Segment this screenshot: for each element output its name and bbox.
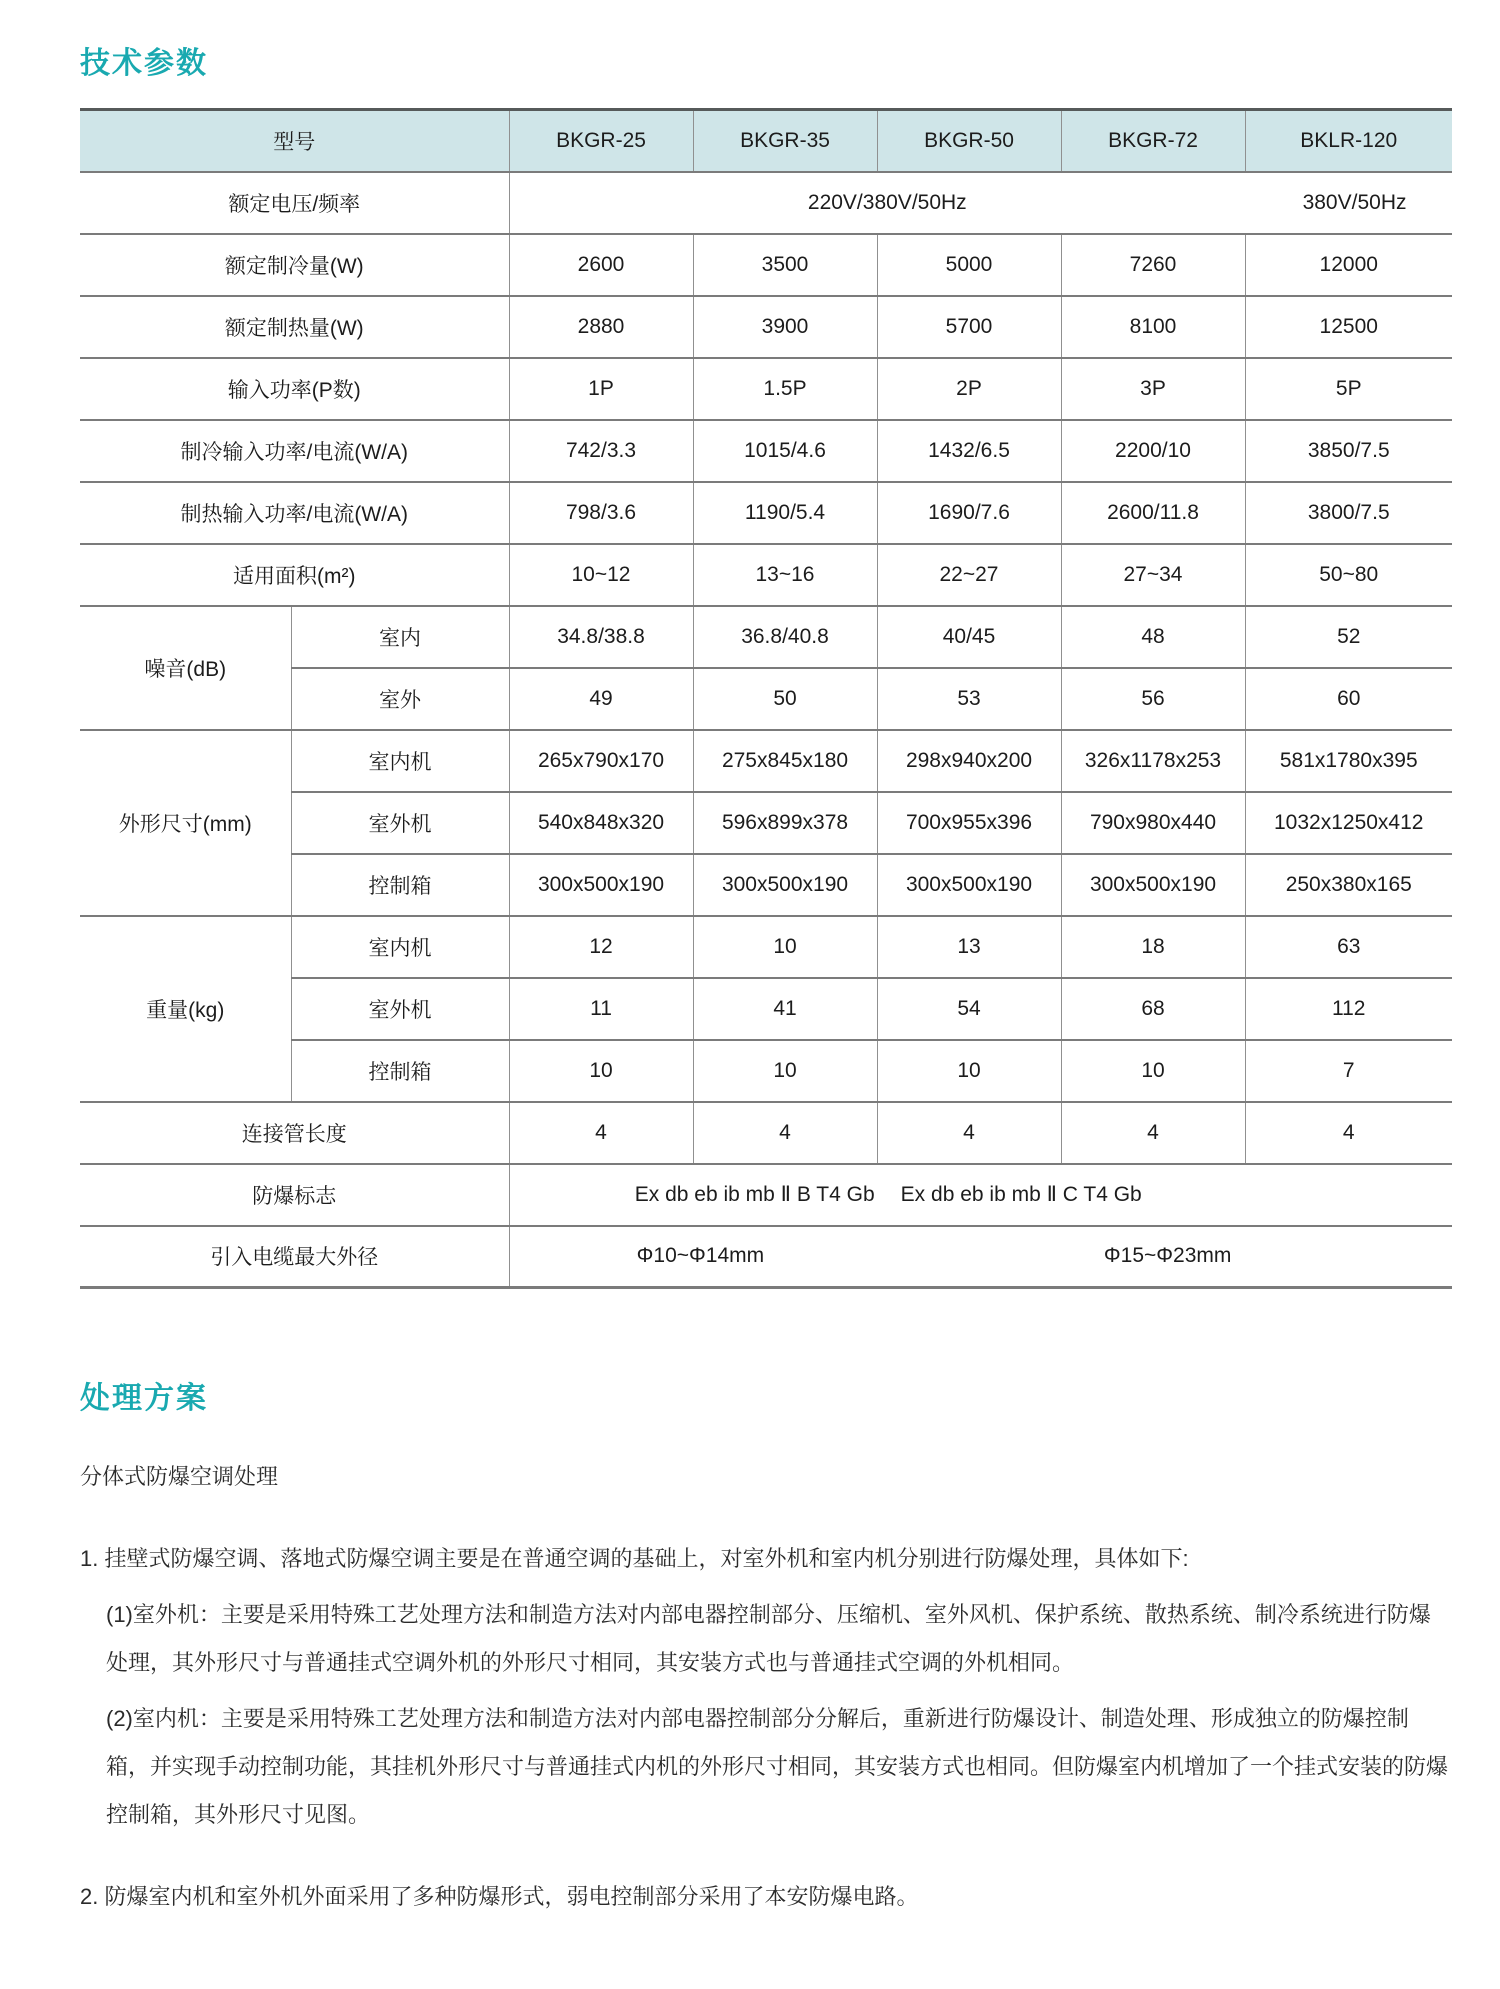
cell: 1015/4.6 [693, 420, 877, 482]
cell: 48 [1061, 606, 1245, 668]
cell: 742/3.3 [509, 420, 693, 482]
table-row [80, 482, 1452, 544]
cable-left-value: Φ10~Φ14mm [636, 1244, 765, 1268]
cell: 10 [509, 1040, 693, 1102]
cell: 60 [1245, 668, 1452, 730]
cell: 790x980x440 [1061, 792, 1245, 854]
model-name: BKGR-35 [693, 110, 877, 172]
cable-diameter-row [80, 1226, 1452, 1288]
spec-table [80, 108, 1452, 1289]
pipe-length-row [80, 1102, 1452, 1164]
cell: 4 [509, 1102, 693, 1164]
voltage-left-value: 220V/380V/50Hz [807, 190, 967, 214]
model-name: BKGR-25 [509, 110, 693, 172]
cell: 10 [693, 1040, 877, 1102]
cell: 300x500x190 [693, 854, 877, 916]
cell: 10 [693, 916, 877, 978]
treatment-subtitle: 分体式防爆空调处理 [80, 1464, 279, 1489]
cell: 265x790x170 [509, 730, 693, 792]
cell: 3900 [693, 296, 877, 358]
sub-label: 室外机 [291, 978, 509, 1040]
model-name: BKGR-50 [877, 110, 1061, 172]
cell: 2P [877, 358, 1061, 420]
ex-mark-row [80, 1164, 1452, 1226]
cell: 798/3.6 [509, 482, 693, 544]
cable-diameter-cell [509, 1226, 1452, 1288]
cell: 10 [1061, 1040, 1245, 1102]
sub-label: 室外机 [291, 792, 509, 854]
row-label: 重量(kg) [80, 916, 291, 1102]
cell: 2600 [509, 234, 693, 296]
cell: 52 [1245, 606, 1452, 668]
cell: 5700 [877, 296, 1061, 358]
sub-label: 室内 [291, 606, 509, 668]
cell: 275x845x180 [693, 730, 877, 792]
model-name: BKLR-120 [1245, 110, 1452, 172]
row-label: 适用面积(m²) [80, 544, 509, 606]
cell: 36.8/40.8 [693, 606, 877, 668]
dimensions-indoor-row [80, 730, 1452, 792]
voltage-row [80, 172, 1452, 234]
cell: 1190/5.4 [693, 482, 877, 544]
cell: 34.8/38.8 [509, 606, 693, 668]
cell: 540x848x320 [509, 792, 693, 854]
cell: 300x500x190 [1061, 854, 1245, 916]
cell: 596x899x378 [693, 792, 877, 854]
table-row [80, 544, 1452, 606]
cell: 68 [1061, 978, 1245, 1040]
sub-label: 控制箱 [291, 1040, 509, 1102]
sub-label: 室内机 [291, 916, 509, 978]
cell: 10 [877, 1040, 1061, 1102]
row-label: 外形尺寸(mm) [80, 730, 291, 916]
cell: 300x500x190 [877, 854, 1061, 916]
row-label: 连接管长度 [80, 1102, 509, 1164]
row-label: 噪音(dB) [80, 606, 291, 730]
cell: 250x380x165 [1245, 854, 1452, 916]
cell: 7 [1245, 1040, 1452, 1102]
noise-indoor-row [80, 606, 1452, 668]
cell: 7260 [1061, 234, 1245, 296]
cell: 13 [877, 916, 1061, 978]
cell: 18 [1061, 916, 1245, 978]
header-label: 型号 [80, 110, 509, 172]
cell: 12500 [1245, 296, 1452, 358]
table-row [80, 234, 1452, 296]
cell: 700x955x396 [877, 792, 1061, 854]
row-label: 额定制冷量(W) [80, 234, 509, 296]
cell: 2200/10 [1061, 420, 1245, 482]
model-header-row [80, 110, 1452, 172]
cell: 8100 [1061, 296, 1245, 358]
treatment-subitem-2: (2)室内机：主要是采用特殊工艺处理方法和制造方法对内部电器控制部分分解后，重新进行防爆设计、制造处理、形成独立的防爆控制箱，并实现手动控制功能，其挂机外形尺寸与普通挂式内机的外形尺寸相同，其安装方式也相同。但防爆室内机增加了一个挂式安装的防爆控制箱，其外形尺寸见图。 [106, 1706, 1449, 1827]
cell: 56 [1061, 668, 1245, 730]
cell: 63 [1245, 916, 1452, 978]
sub-label: 室外 [291, 668, 509, 730]
cell: 1P [509, 358, 693, 420]
cell: 3500 [693, 234, 877, 296]
cell: 53 [877, 668, 1061, 730]
cell: 1690/7.6 [877, 482, 1061, 544]
cell: 12 [509, 916, 693, 978]
table-row [80, 296, 1452, 358]
cell: 112 [1245, 978, 1452, 1040]
sub-label: 室内机 [291, 730, 509, 792]
cell: 2600/11.8 [1061, 482, 1245, 544]
cell: 300x500x190 [509, 854, 693, 916]
cell: 27~34 [1061, 544, 1245, 606]
cell: 1.5P [693, 358, 877, 420]
table-row [80, 420, 1452, 482]
sub-label: 控制箱 [291, 854, 509, 916]
cell: 13~16 [693, 544, 877, 606]
cell: 1032x1250x412 [1245, 792, 1452, 854]
cell: 3800/7.5 [1245, 482, 1452, 544]
cell: 5P [1245, 358, 1452, 420]
cell: 54 [877, 978, 1061, 1040]
cell: 10~12 [509, 544, 693, 606]
cell: 50 [693, 668, 877, 730]
cell: 326x1178x253 [1061, 730, 1245, 792]
row-label: 制冷输入功率/电流(W/A) [80, 420, 509, 482]
voltage-right-value: 380V/50Hz [1302, 190, 1407, 214]
cell: 12000 [1245, 234, 1452, 296]
weight-indoor-row [80, 916, 1452, 978]
cell: 1432/6.5 [877, 420, 1061, 482]
treatment-item-2: 2. 防爆室内机和室外机外面采用了多种防爆形式，弱电控制部分采用了本安防爆电路。 [80, 1884, 919, 1909]
cell: 49 [509, 668, 693, 730]
voltage-cell [509, 172, 1452, 234]
row-label: 制热输入功率/电流(W/A) [80, 482, 509, 544]
cell: 4 [693, 1102, 877, 1164]
cell: 22~27 [877, 544, 1061, 606]
row-label: 输入功率(P数) [80, 358, 509, 420]
cable-right-value: Φ15~Φ23mm [1103, 1244, 1232, 1268]
model-name: BKGR-72 [1061, 110, 1245, 172]
cell: 2880 [509, 296, 693, 358]
treatment-subitem-1: (1)室外机：主要是采用特殊工艺处理方法和制造方法对内部电器控制部分、压缩机、室外风机、保护系统、散热系统、制冷系统进行防爆处理，其外形尺寸与普通挂式空调外机的外形尺寸相同，其安装方式也与普通挂式空调的外机相同。 [106, 1602, 1431, 1675]
row-label: 额定电压/频率 [80, 172, 509, 234]
row-label: 引入电缆最大外径 [80, 1226, 509, 1288]
row-label: 额定制热量(W) [80, 296, 509, 358]
cell: 3850/7.5 [1245, 420, 1452, 482]
cell: 298x940x200 [877, 730, 1061, 792]
cell: 5000 [877, 234, 1061, 296]
cell: 4 [877, 1102, 1061, 1164]
ex-mark-c-value: Ex db eb ib mb Ⅱ C T4 Gb [900, 1183, 1142, 1206]
cell: 581x1780x395 [1245, 730, 1452, 792]
cell: 40/45 [877, 606, 1061, 668]
cell: 3P [1061, 358, 1245, 420]
ex-mark-b-value: Ex db eb ib mb Ⅱ B T4 Gb [634, 1183, 875, 1206]
cell: 4 [1061, 1102, 1245, 1164]
ex-mark-cell [509, 1164, 1452, 1226]
treatment-title: 处理方案 [80, 1382, 208, 1415]
tech-params-title: 技术参数 [80, 47, 208, 80]
cell: 50~80 [1245, 544, 1452, 606]
table-row [80, 358, 1452, 420]
cell: 4 [1245, 1102, 1452, 1164]
treatment-item-1: 1. 挂壁式防爆空调、落地式防爆空调主要是在普通空调的基础上，对室外机和室内机分别进行防爆处理，具体如下: [80, 1546, 1189, 1571]
cell: 41 [693, 978, 877, 1040]
cell: 11 [509, 978, 693, 1040]
row-label: 防爆标志 [80, 1164, 509, 1226]
